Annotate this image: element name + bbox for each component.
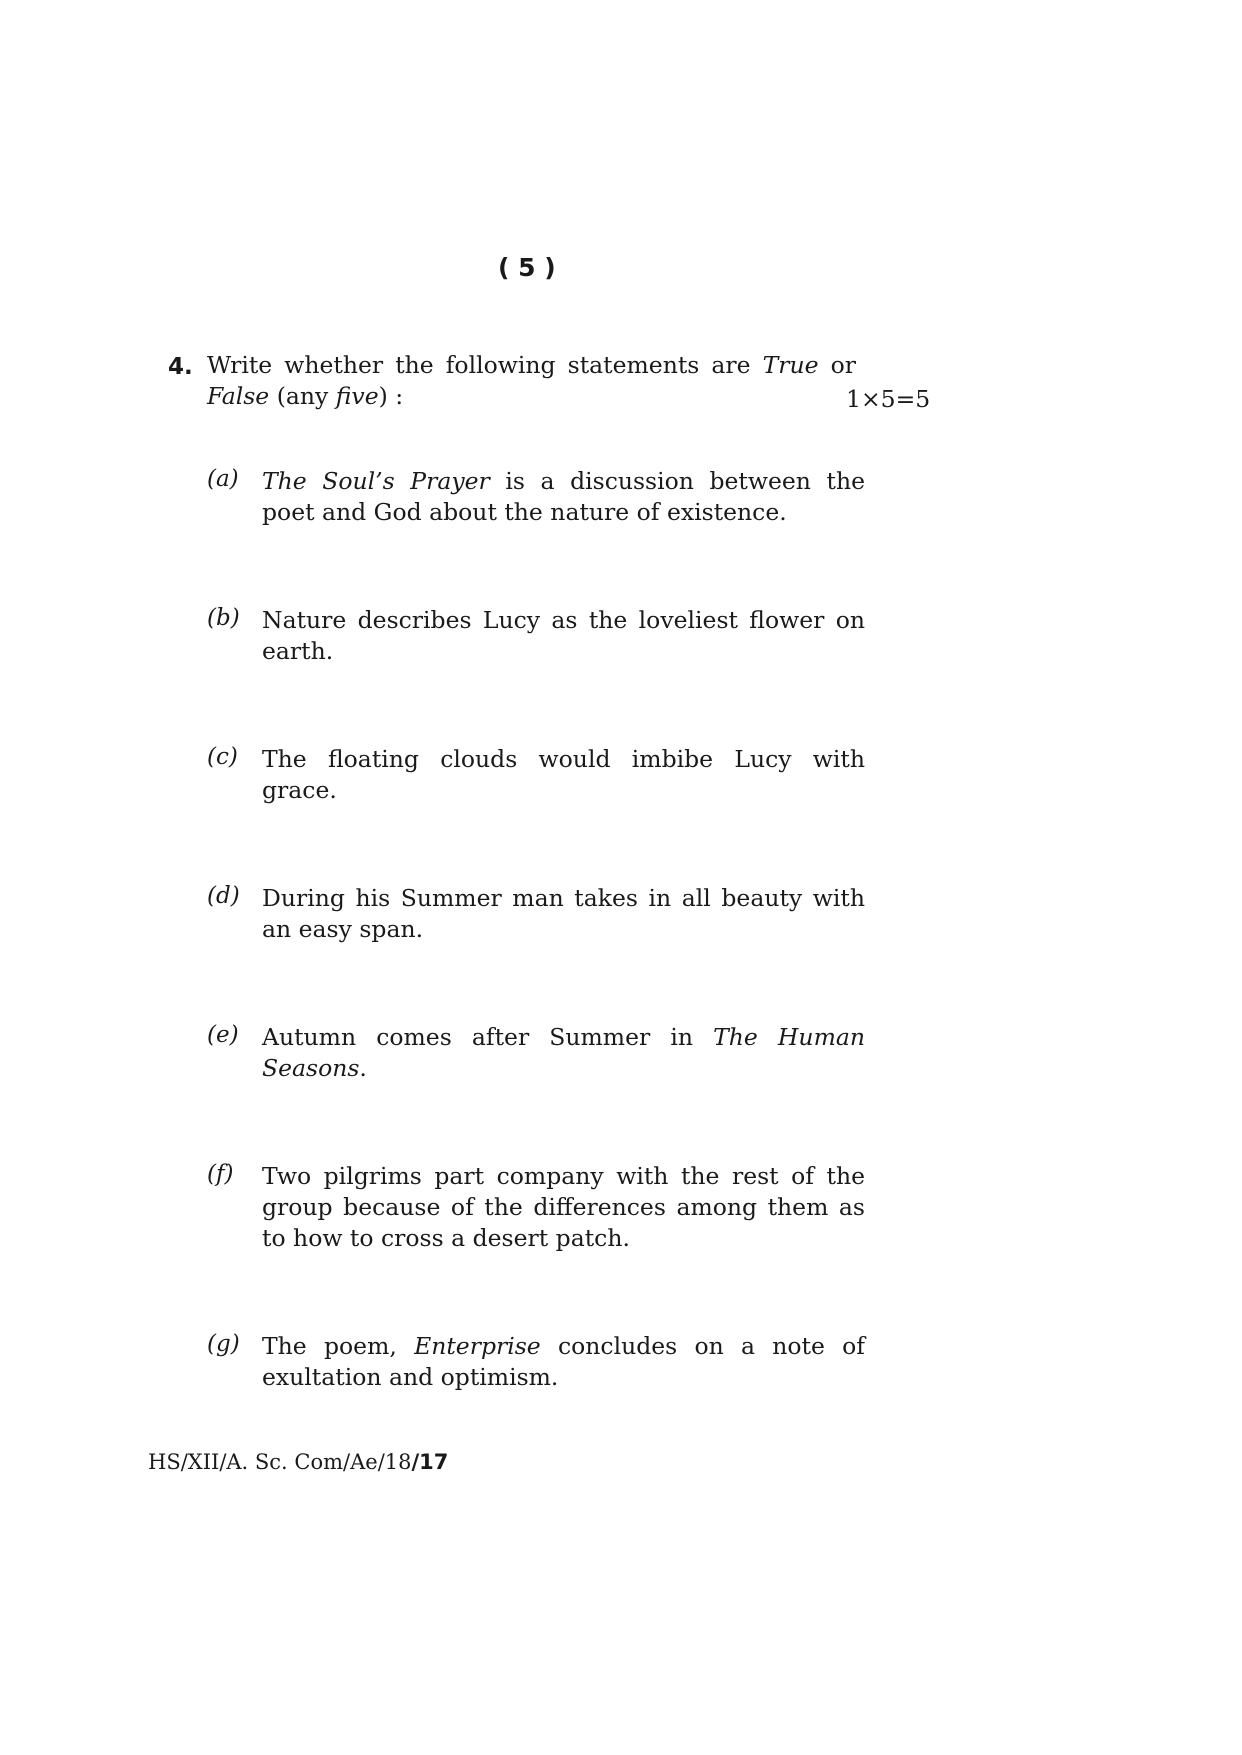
item-b-line-1: Nature describes Lucy as the loveliest flower on <box>262 606 865 634</box>
paper-code: HS/XII/A. Sc. Com/Ae/18 <box>148 1450 412 1474</box>
item-f-line-1: Two pilgrims part company with the rest of the <box>262 1162 865 1190</box>
item-e <box>262 1022 865 1084</box>
paper-code-suffix: /17 <box>411 1450 449 1474</box>
item-f <box>262 1161 865 1254</box>
item-f-line-3: to how to cross a desert patch. <box>262 1224 630 1252</box>
item-label-e: (e) <box>207 1022 239 1048</box>
five-word: five <box>335 382 379 410</box>
item-text: The poem, <box>262 1332 415 1360</box>
item-text: is a discussion between the <box>489 467 865 495</box>
footer-code <box>148 1450 448 1474</box>
item-label-b: (b) <box>207 605 240 631</box>
item-label-f: (f) <box>207 1161 234 1187</box>
question-line-2 <box>207 381 403 412</box>
item-a <box>262 466 865 528</box>
item-e-line-2 <box>262 1053 865 1084</box>
item-b <box>262 605 865 667</box>
item-d-line-2: an easy span. <box>262 915 424 943</box>
item-d-line-1: During his Summer man takes in all beauty with <box>262 884 865 912</box>
true-word: True <box>762 351 819 379</box>
item-a-line-1 <box>262 466 865 497</box>
page-number: ( 5 ) <box>498 253 556 282</box>
question-text: ) : <box>378 382 404 410</box>
item-label-d: (d) <box>207 883 240 909</box>
item-text: Autumn comes after Summer in <box>262 1023 714 1051</box>
item-e-line-1 <box>262 1022 865 1053</box>
question-line-1 <box>207 350 856 381</box>
marks: 1×5=5 <box>846 385 931 413</box>
poem-title: Seasons <box>262 1054 360 1082</box>
item-label-c: (c) <box>207 744 238 770</box>
item-text: . <box>359 1054 367 1082</box>
question-number: 4. <box>168 354 193 380</box>
item-a-line-2: poet and God about the nature of existence. <box>262 498 787 526</box>
item-c-line-2: grace. <box>262 776 337 804</box>
false-word: False <box>207 382 270 410</box>
item-text: concludes on a note of <box>540 1332 866 1360</box>
item-label-a: (a) <box>207 466 239 492</box>
item-label-g: (g) <box>207 1331 240 1357</box>
poem-title: Enterprise <box>414 1332 541 1360</box>
item-c <box>262 744 865 806</box>
item-c-line-1: The floating clouds would imbibe Lucy with <box>262 745 865 773</box>
item-d <box>262 883 865 945</box>
item-g <box>262 1331 865 1393</box>
item-f-line-2: group because of the differences among them as <box>262 1193 865 1221</box>
item-b-line-2: earth. <box>262 637 334 665</box>
item-g-line-2: exultation and optimism. <box>262 1363 559 1391</box>
item-g-line-1 <box>262 1331 865 1362</box>
question-text: Write whether the following statements are <box>207 351 763 379</box>
question-text: or <box>818 351 857 379</box>
poem-title: The Soul’s Prayer <box>262 467 490 495</box>
poem-title: The Human <box>713 1023 865 1051</box>
question-text: (any <box>269 382 336 410</box>
